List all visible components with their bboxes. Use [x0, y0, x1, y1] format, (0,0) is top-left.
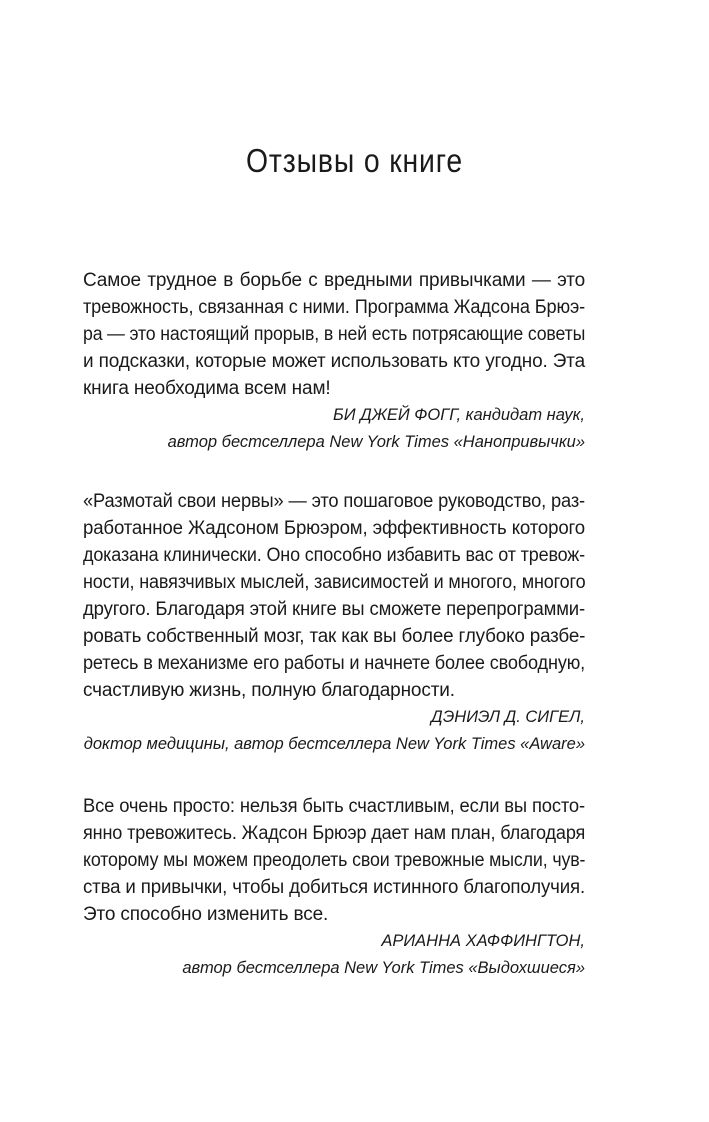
review-author: АРИАННА ХАФФИНГТОН,: [381, 932, 585, 950]
review-text: [83, 488, 585, 704]
review-line: которому мы можем преодолеть свои тревожные мысли, чув-: [83, 850, 586, 871]
review-siegel: [83, 488, 585, 758]
review-credential: автор бестселлера New York Times «Выдохшиеся»: [182, 959, 585, 977]
page-title: Отзывы о книге: [245, 142, 464, 179]
review-line: работанное Жадсоном Брюэром, эффективность которого: [83, 518, 585, 539]
review-line: доказана клинически. Оно способно избавить вас от тревож-: [83, 545, 585, 566]
review-author: ДЭНИЭЛ Д. СИГЕЛ,: [431, 708, 585, 726]
review-line: ровать собственный мозг, так как вы более глубоко разбе-: [83, 626, 586, 647]
review-attribution: [83, 928, 585, 982]
review-huffington: [83, 793, 585, 982]
review-line: ства и привычки, чтобы добиться истинного благополучия.: [83, 877, 585, 898]
review-line: ра — это настоящий прорыв, в ней есть потрясающие советы: [83, 324, 586, 345]
review-line: и подсказки, которые может использовать кто угодно. Эта: [83, 351, 585, 372]
review-attribution: [83, 704, 585, 758]
review-credential: автор бестселлера New York Times «Нанопривычки»: [167, 433, 585, 451]
review-line: ности, навязчивых мыслей, зависимостей и многого, многого: [83, 572, 586, 593]
review-attribution: [83, 402, 585, 456]
review-text: [83, 793, 585, 928]
review-line: Все очень просто: нельзя быть счастливым, если вы посто-: [83, 796, 585, 817]
review-author: БИ ДЖЕЙ ФОГГ, кандидат наук,: [333, 406, 585, 424]
review-fogg: [83, 267, 585, 456]
review-line: Самое трудное в борьбе с вредными привычками — это: [83, 270, 585, 291]
review-credential: доктор медицины, автор бестселлера New York Times «Aware»: [83, 735, 585, 753]
review-line: книга необходима всем нам!: [83, 378, 331, 399]
review-line: ретесь в механизме его работы и начнете более свободную,: [83, 653, 586, 674]
review-line: счастливую жизнь, полную благодарности.: [83, 680, 455, 701]
review-line: тревожность, связанная с ними. Программа Жадсона Брюэ-: [83, 297, 585, 318]
review-line: другого. Благодаря этой книге вы сможете перепрограмми-: [83, 599, 586, 620]
review-line: янно тревожитесь. Жадсон Брюэр дает нам план, благодаря: [83, 823, 586, 844]
review-text: [83, 267, 585, 402]
review-line: «Размотай свои нервы» — это пошаговое руководство, раз-: [83, 491, 585, 512]
review-line: Это способно изменить все.: [83, 904, 329, 925]
